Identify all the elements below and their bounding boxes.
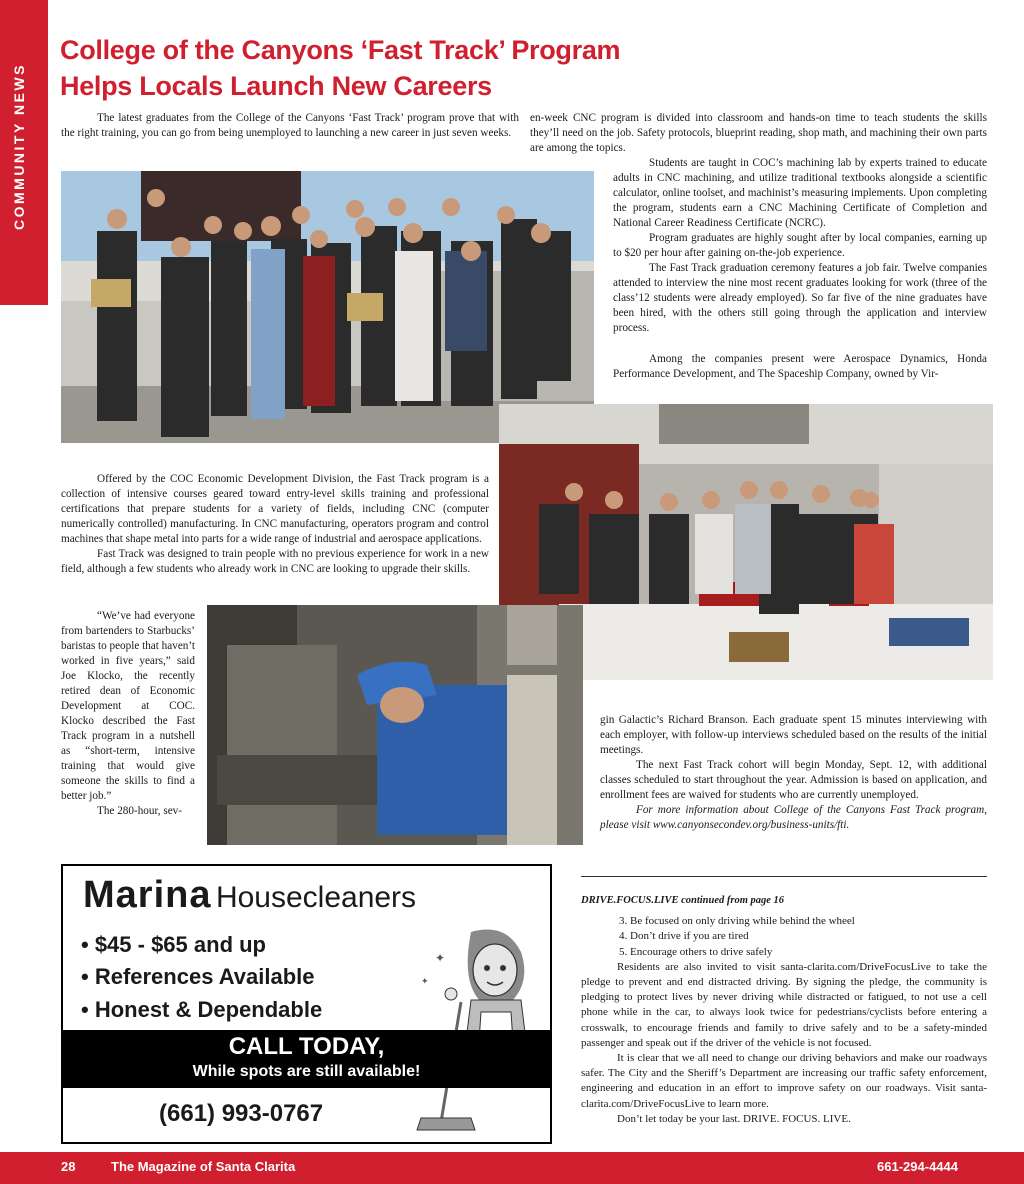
headline-line-2: Helps Locals Launch New Careers <box>60 71 492 101</box>
paragraph: It is clear that we all need to change our driving behaviors and make our roadways safer. The City and the Sheriff’s Department are increasing our traffic safety enforcement, engineering and education in an effort to improve safety on our roadways. Visit santa-clarita.com/DriveFocusLive to learn more. <box>581 1052 987 1110</box>
page-number: 28 <box>61 1159 76 1174</box>
page-footer <box>0 1152 1024 1184</box>
machinist-photo <box>207 605 583 845</box>
paragraph: Offered by the COC Economic Development Division, the Fast Track program is a collection of intensive courses geared toward entry-level skills training and professional certifications that prepare students for a variety of fields, including CNC (computer numerically controlled) manufacturing. In CNC manufacturing, operators program and control machines that shape metal into parts for a wide range of industrial and aerospace applications. <box>61 473 489 545</box>
headline-line-1: College of the Canyons ‘Fast Track’ Program <box>60 35 621 65</box>
paragraph: Don’t let today be your last. DRIVE. FOCUS. LIVE. <box>617 1112 851 1125</box>
footer-phone: 661-294-4444 <box>877 1159 958 1174</box>
cleaning-lady-illustration <box>411 922 543 1132</box>
paragraph: Among the companies present were Aerospace Dynamics, Honda Performance Development, and The Spaceship Company, owned by Vir- <box>613 353 987 380</box>
paragraph: Students are taught in COC’s machining lab by experts trained to educate adults in CNC machining, and utilize traditional textbooks alongside a scientific calculator, online toolset, and machinist’s measuring implements. Upon completing the program, students earn a CNC Machining Certificate of Completion and National Career Readiness Certificate (NCRC). <box>613 157 987 229</box>
continued-article <box>581 893 987 1127</box>
paragraph: Program graduates are highly sought after by local companies, earning up to $20 per hour after gaining on-the-job experience. <box>613 232 987 259</box>
paragraph: The 280-hour, sev- <box>97 805 182 817</box>
article-column-1-middle <box>61 472 489 577</box>
magazine-name: The Magazine of Santa Clarita <box>111 1159 296 1174</box>
ad-bullet: • Honest & Dependable <box>81 997 323 1022</box>
svg-text:✦: ✦ <box>435 951 446 965</box>
list-item: 4. Don’t drive if you are tired <box>619 930 749 943</box>
svg-text:✦: ✦ <box>421 977 429 987</box>
article-column-2-lower <box>600 713 987 833</box>
graduation-group-photo <box>61 171 594 443</box>
ad-brand <box>83 874 416 917</box>
ad-call-subheading: While spots are still available! <box>192 1063 421 1080</box>
ad-call-heading: CALL TODAY, <box>228 1033 385 1060</box>
article-column-2-wrap <box>613 156 987 336</box>
paragraph: The next Fast Track cohort will begin Monday, Sept. 12, with additional classes scheduled to start throughout the year. Admission is based on application, and enrollment fees are waived for students who are currently unemployed. <box>600 759 987 801</box>
more-info-note: For more information about College of the Canyons Fast Track program, please visit www.canyonsecondev.org/business-units/fti. <box>600 804 987 831</box>
article-column-1-narrow <box>61 609 195 819</box>
paragraph: gin Galactic’s Richard Branson. Each graduate spent 15 minutes interviewing with each employer, with follow-up interviews scheduled based on the results of the initial meetings. <box>600 714 987 756</box>
section-label: COMMUNITY NEWS <box>11 63 27 231</box>
continued-heading: DRIVE.FOCUS.LIVE continued from page 16 <box>581 895 785 906</box>
paragraph: The Fast Track graduation ceremony features a job fair. Twelve companies attended to interview the nine most recent graduates looking for work (three of the class’12 students were already employed). So far five of the nine graduates have been hired, with the others still going through the application and interview process. <box>613 262 987 334</box>
intro-paragraph: The latest graduates from the College of the Canyons ‘Fast Track’ program prove that with the right training, you can go from being unemployed to launching a new career in just seven weeks. <box>61 112 519 139</box>
article-column-2-top <box>530 111 987 156</box>
housecleaners-ad <box>61 864 552 1144</box>
article-column-2-wrap-end <box>613 352 987 382</box>
ad-brand-service: Housecleaners <box>215 881 417 914</box>
article-intro <box>61 111 519 141</box>
ad-call-band <box>63 1030 550 1088</box>
section-divider <box>581 876 987 877</box>
paragraph: en-week CNC program is divided into classroom and hands-on time to teach students the skills they’ll need on the job. Safety protocols, blueprint reading, shop math, and machining their own parts are among the topics. <box>530 112 987 154</box>
list-item: 3. Be focused on only driving while behind the wheel <box>619 915 855 928</box>
paragraph: “We’ve had everyone from bartenders to Starbucks’ baristas to people that haven’t worked in five years,” said Joe Klocko, the recently retired dean of Economic Development at COC. Klocko described the Fast Track program in a nutshell as “short-term, intensive training that would give someone the skills to find a better job.” <box>61 610 196 802</box>
ad-bullet: • References Available <box>81 964 315 989</box>
ad-phone-number: (661) 993-0767 <box>159 1100 324 1127</box>
paragraph: Fast Track was designed to train people with no previous experience for work in a new field, although a few students who already work in CNC are looking to upgrade their skills. <box>61 548 489 575</box>
list-item: 5. Encourage others to drive safely <box>619 945 773 958</box>
paragraph: Residents are also invited to visit santa-clarita.com/DriveFocusLive to take the pledge to prevent and end distracted driving. By signing the pledge, the community is pledging to protect lives by never driving while distracted or fatigued, to not use a cell phone while in the car, to always look twice for pedestrians/cyclists before entering a crosswalk, to encourage friends and family to drive safely and to be a safety-minded passenger and speak out if the driver of the vehicle is not focused. <box>581 960 987 1049</box>
ad-bullet: • $45 - $65 and up <box>81 932 266 957</box>
article-headline <box>60 32 660 104</box>
ad-brand-name: Marina <box>83 874 212 916</box>
